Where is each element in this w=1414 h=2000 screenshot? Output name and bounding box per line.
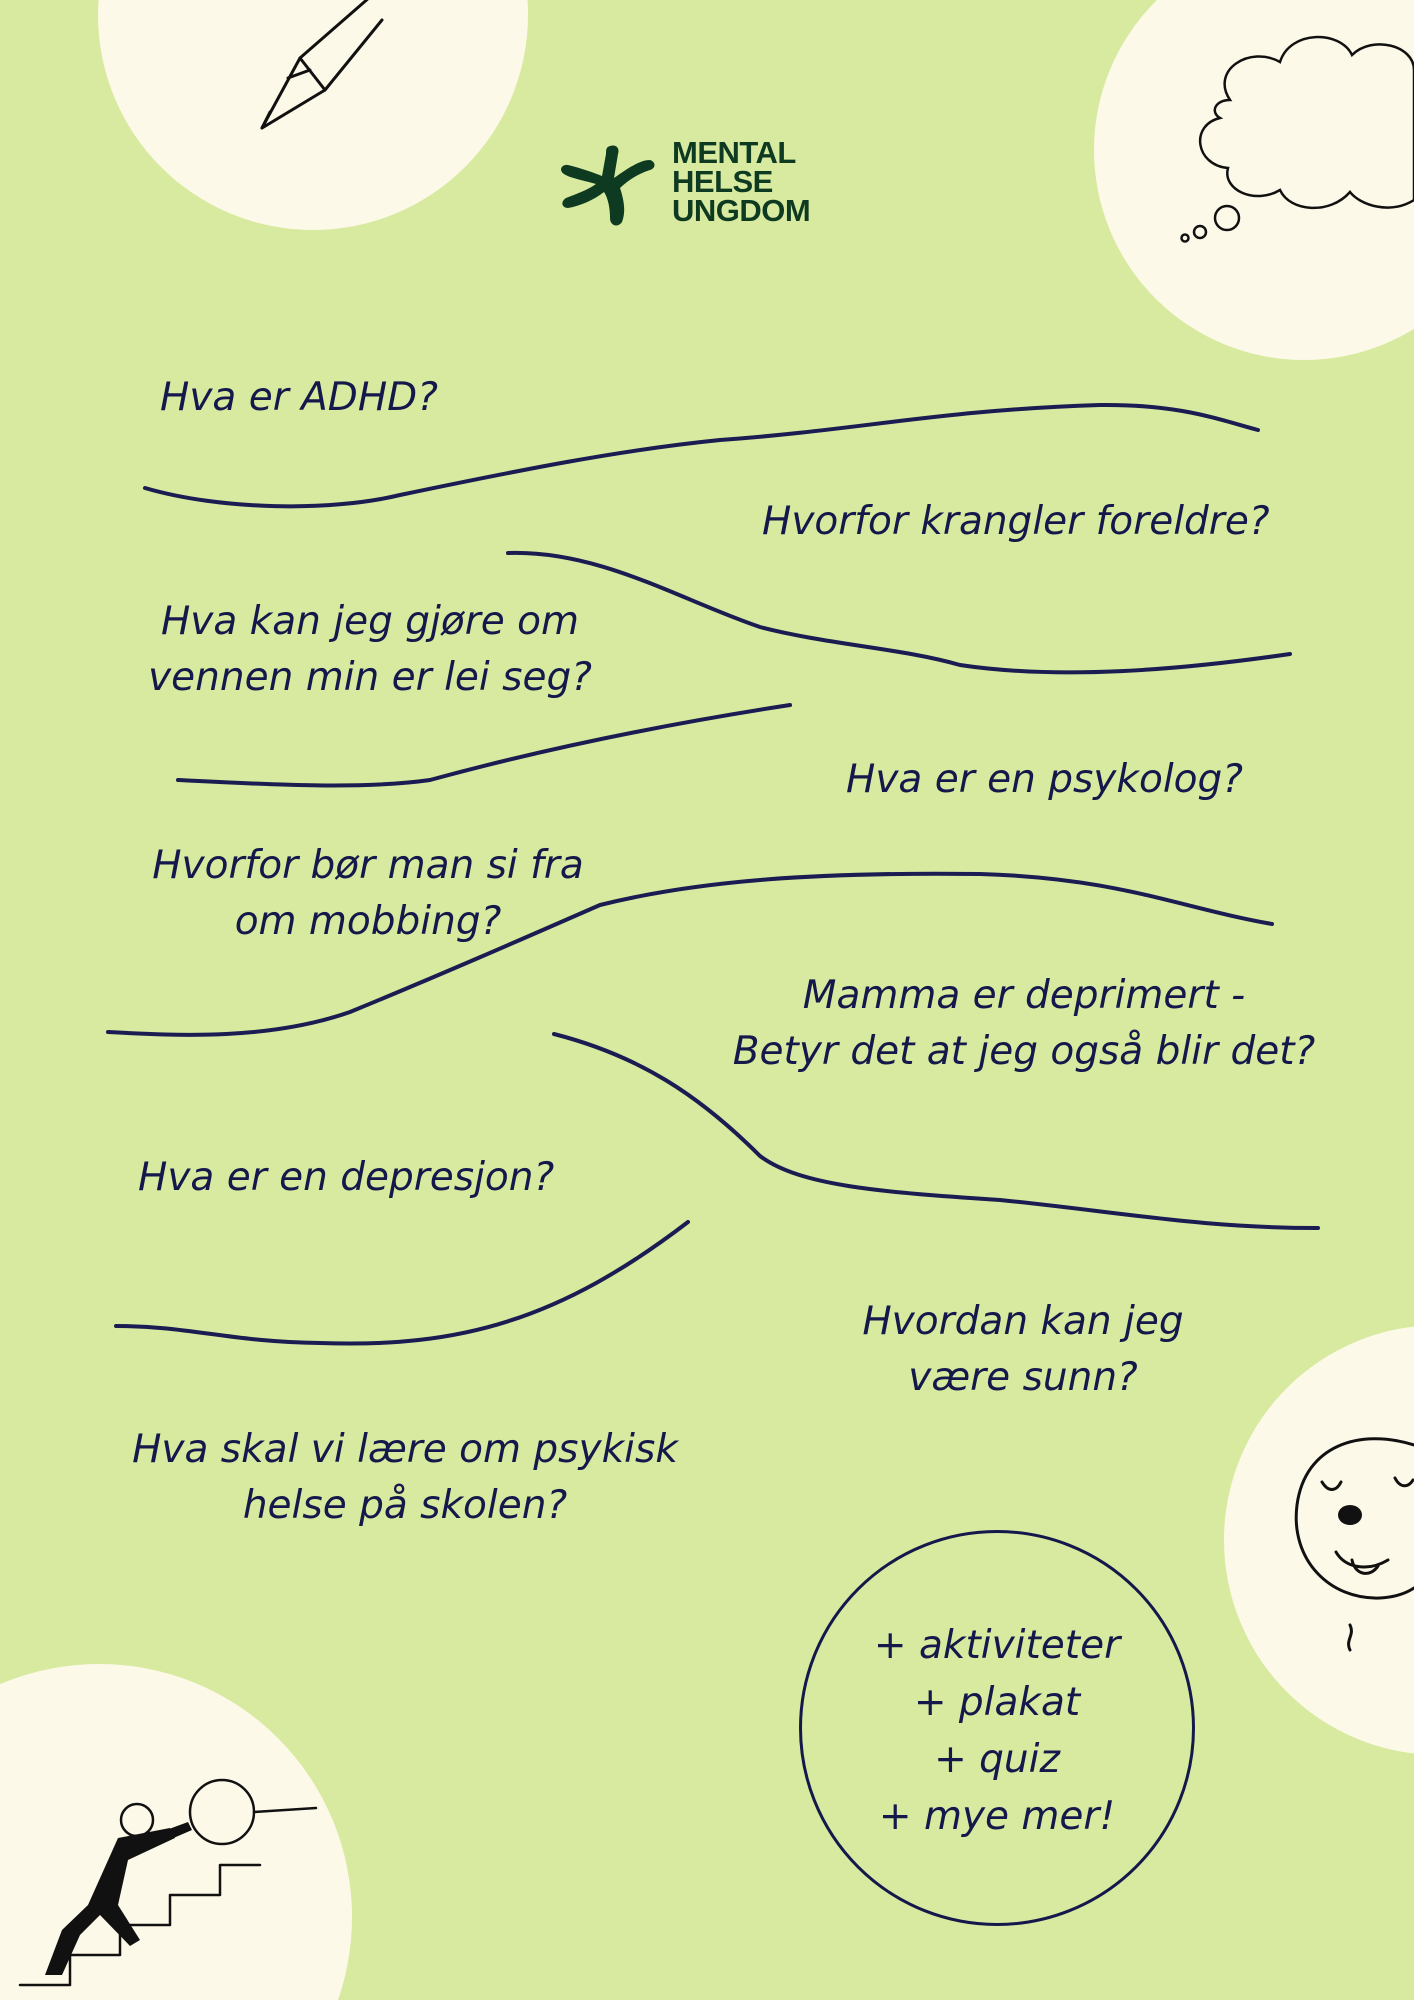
question-line: Hva kan jeg gjøre om	[160, 599, 579, 644]
question-line: Hva er en depresjon?	[138, 1155, 555, 1200]
blob-top-right	[1094, 0, 1414, 360]
blob-bottom-left	[0, 1664, 352, 2000]
question-line: Hvorfor krangler foreldre?	[762, 499, 1270, 544]
line-2	[508, 553, 1290, 673]
question-sunn	[823, 1294, 1223, 1406]
logo-line-mental: MENTAL	[672, 135, 796, 170]
question-foreldre	[762, 494, 1270, 550]
question-adhd	[160, 370, 438, 426]
extras-item: + quiz	[934, 1737, 1060, 1782]
question-line: helse på skolen?	[242, 1483, 568, 1528]
asterisk-logo-icon	[558, 138, 658, 228]
blob-top-left	[98, 0, 528, 230]
question-line: om mobbing?	[234, 899, 502, 944]
extras-item: + aktiviteter	[873, 1623, 1121, 1668]
question-line: Hva er ADHD?	[160, 375, 438, 420]
question-line: Betyr det at jeg også blir det?	[732, 1029, 1316, 1074]
question-mamma	[714, 968, 1334, 1080]
question-line: vennen min er lei seg?	[148, 655, 592, 700]
question-line: Hvordan kan jeg	[862, 1299, 1184, 1344]
question-line: Hva er en psykolog?	[846, 757, 1243, 802]
line-3	[178, 705, 790, 785]
logo-text	[672, 135, 811, 228]
extras-item: + plakat	[913, 1680, 1081, 1725]
question-venn	[120, 594, 620, 706]
line-6	[116, 1222, 688, 1344]
question-line: Mamma er deprimert -	[802, 973, 1246, 1018]
logo-line-helse: HELSE	[672, 164, 773, 199]
question-skolen	[110, 1422, 700, 1534]
question-mobbing	[118, 838, 618, 950]
extras-item: + mye mer!	[878, 1794, 1116, 1839]
question-psykolog	[846, 752, 1243, 808]
logo-line-ungdom: UNGDOM	[672, 193, 811, 228]
mental-helse-ungdom-logo	[558, 135, 858, 238]
question-line: være sunn?	[908, 1355, 1138, 1400]
question-line: Hvorfor bør man si fra	[152, 843, 584, 888]
question-line: Hva skal vi lære om psykisk	[132, 1427, 678, 1472]
blob-right	[1224, 1325, 1414, 1755]
question-depresjon	[138, 1150, 554, 1206]
extras-circle	[799, 1530, 1195, 1926]
extras-list	[802, 1617, 1192, 1845]
